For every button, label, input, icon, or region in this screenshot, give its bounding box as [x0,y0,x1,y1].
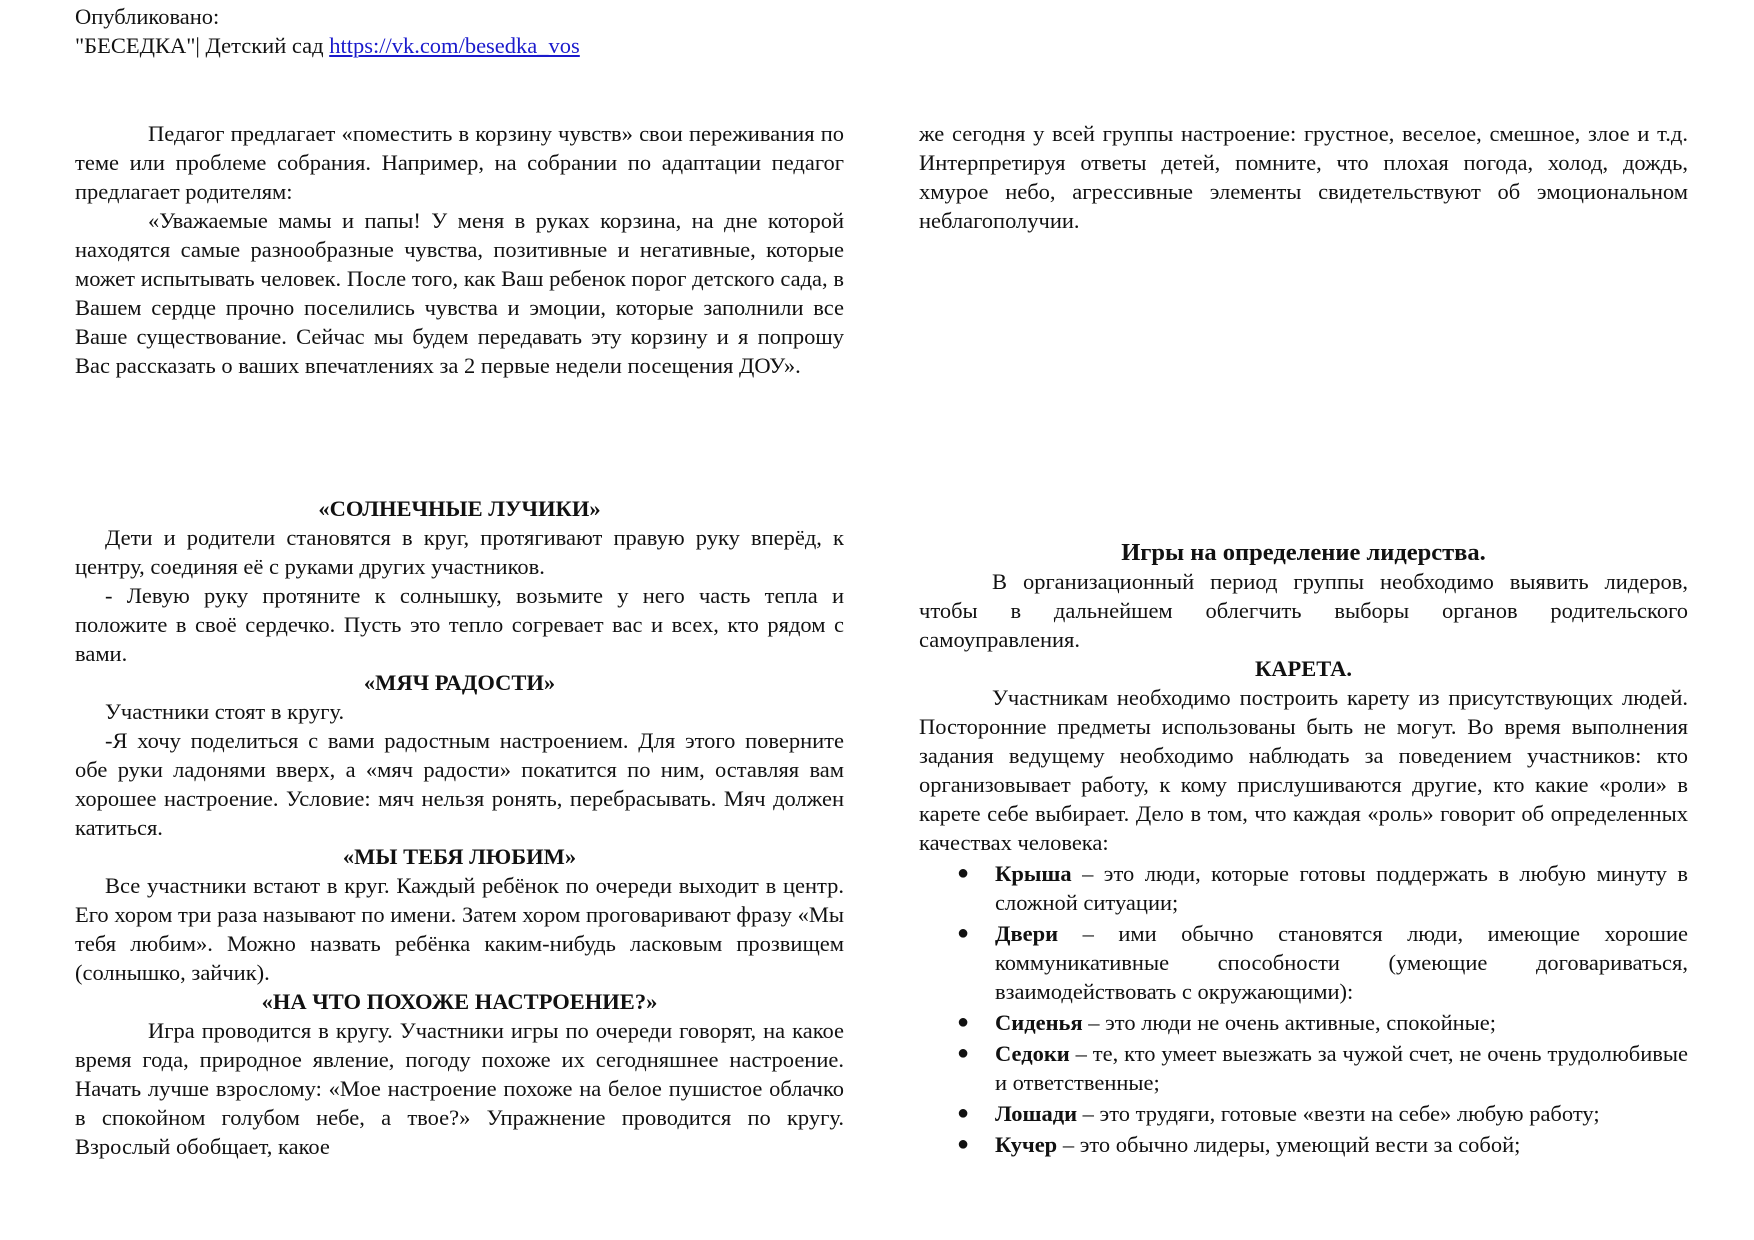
bullet-icon: ● [957,1102,970,1124]
game-title-mood: «НА ЧТО ПОХОЖЕ НАСТРОЕНИЕ?» [261,989,658,1014]
source-line [75,31,580,60]
list-item [919,1008,1688,1037]
role-text: – это обычно лидеры, умеющий вести за собой; [1057,1132,1521,1157]
bullet-icon: ● [957,922,970,944]
role-text: – те, кто умеет выезжать за чужой счет, не очень трудолюбивые и ответственные; [995,1041,1688,1095]
game-paragraph: Дети и родители становятся в круг, протягивают правую руку вперёд, к центру, соединяя её с руками других участников. [75,525,844,579]
game-paragraph: -Я хочу поделиться с вами радостным настроением. Для этого поверните обе руки ладонями вверх, а «мяч радости» покатится по ним, оставляя вам хорошее настроение. Условие: мяч нельзя ронять, перебрасывать. Мяч должен катиться. [75,728,844,840]
basket-speech-paragraph: «Уважаемые мамы и папы! У меня в руках корзина, на дне которой находятся самые разнообразные чувства, позитивные и негативные, которые может испытывать человек. После того, как Ваш ребенок порог детского сада, в Вашем сердце прочно поселились чувства и эмоции, которые заполнили все Ваше существование. Сейчас мы будем передавать эту корзину и я попрошу Вас рассказать о ваших впечатлениях за 2 первые недели посещения ДОУ». [75,208,844,378]
bullet-icon: ● [957,862,970,884]
list-item [919,859,1688,917]
vk-link[interactable]: https://vk.com/besedka_vos [329,33,580,58]
list-item [919,1099,1688,1128]
leadership-section [919,538,1688,1161]
game-paragraph: - Левую руку протяните к солнышку, возьмите у него часть тепла и положите в своё сердечко. Пусть это тепло согревает вас и всех, кто рядом с вами. [75,583,844,666]
bullet-icon: ● [957,1042,970,1064]
list-item [919,1039,1688,1097]
role-name: Седоки [995,1041,1070,1066]
source-text: "БЕСЕДКА"| Детский сад [75,33,330,58]
carriage-description: Участникам необходимо построить карету из присутствующих людей. Посторонние предметы использованы быть не могут. Во время выполнения задания ведущему необходимо наблюдать за поведением участников: кто организовывает работу, к кому прислушиваются другие, кто какие «роли» в карете себе выбирает. Дело в том, что каждая «роль» говорит об определенных качествах человека: [919,685,1688,855]
continuation-paragraph: же сегодня у всей группы настроение: грустное, веселое, смешное, злое и т.д. Интерпретируя ответы детей, помните, что плохая погода, холод, дождь, хмурое небо, агрессивные элементы свидетельствуют об эмоциональном неблагополучии. [919,121,1688,233]
game-paragraph: Игра проводится в кругу. Участники игры по очереди говорят, на какое время года, природное явление, погоду похоже их сегодняшнее настроение. Начать лучше взрослому: «Мое настроение похоже на белое пушистое облачко в спокойном голубом небе, а твое?» Упражнение проводится по кругу. Взрослый обобщает, какое [75,1018,844,1159]
section-title: Игры на определение лидерства. [1121,539,1486,566]
role-name: Сиденья [995,1010,1083,1035]
left-intro-block [75,119,844,380]
list-item [919,919,1688,1006]
roles-list [919,859,1688,1159]
list-item [919,1130,1688,1159]
game-title-we-love-you: «МЫ ТЕБЯ ЛЮБИМ» [342,844,577,869]
game-paragraph: Все участники встают в круг. Каждый ребёнок по очереди выходит в центр. Его хором три раза называют по имени. Затем хором проговаривают фразу «Мы тебя любим». Можно назвать ребёнка каким-нибудь ласковым прозвищем (солнышко, зайчик). [75,873,844,985]
published-label: Опубликовано: [75,4,220,29]
game-paragraph: Участники стоят в кругу. [105,699,345,724]
role-name: Крыша [995,861,1072,886]
game-title-joy-ball: «МЯЧ РАДОСТИ» [363,670,556,695]
role-name: Кучер [995,1132,1058,1157]
bullet-icon: ● [957,1011,970,1033]
role-name: Двери [995,921,1059,946]
bullet-icon: ● [957,1133,970,1155]
role-name: Лошади [995,1101,1078,1126]
intro-paragraph: Педагог предлагает «поместить в корзину чувств» свои переживания по теме или проблеме собрания. Например, на собрании по адаптации педагог предлагает родителям: [75,121,844,204]
section-intro: В организационный период группы необходимо выявить лидеров, чтобы в дальнейшем облегчить выборы органов родительского самоуправления. [919,569,1688,652]
game-title-carriage: КАРЕТА. [1254,656,1353,681]
role-text: – это люди не очень активные, спокойные; [1082,1010,1497,1035]
game-title-sun-rays: «СОЛНЕЧНЫЕ ЛУЧИКИ» [318,496,601,521]
left-games-block [75,494,844,1161]
role-text: – это люди, которые готовы поддержать в любую минуту в сложной ситуации; [995,861,1688,915]
role-text: – это трудяги, готовые «везти на себе» любую работу; [1077,1101,1600,1126]
publication-header [75,2,580,60]
role-text: – ими обычно становятся люди, имеющие хорошие коммуникативные способности (умеющие договариваться, взаимодействовать с окружающими): [995,921,1688,1004]
right-continuation-block [919,119,1688,235]
